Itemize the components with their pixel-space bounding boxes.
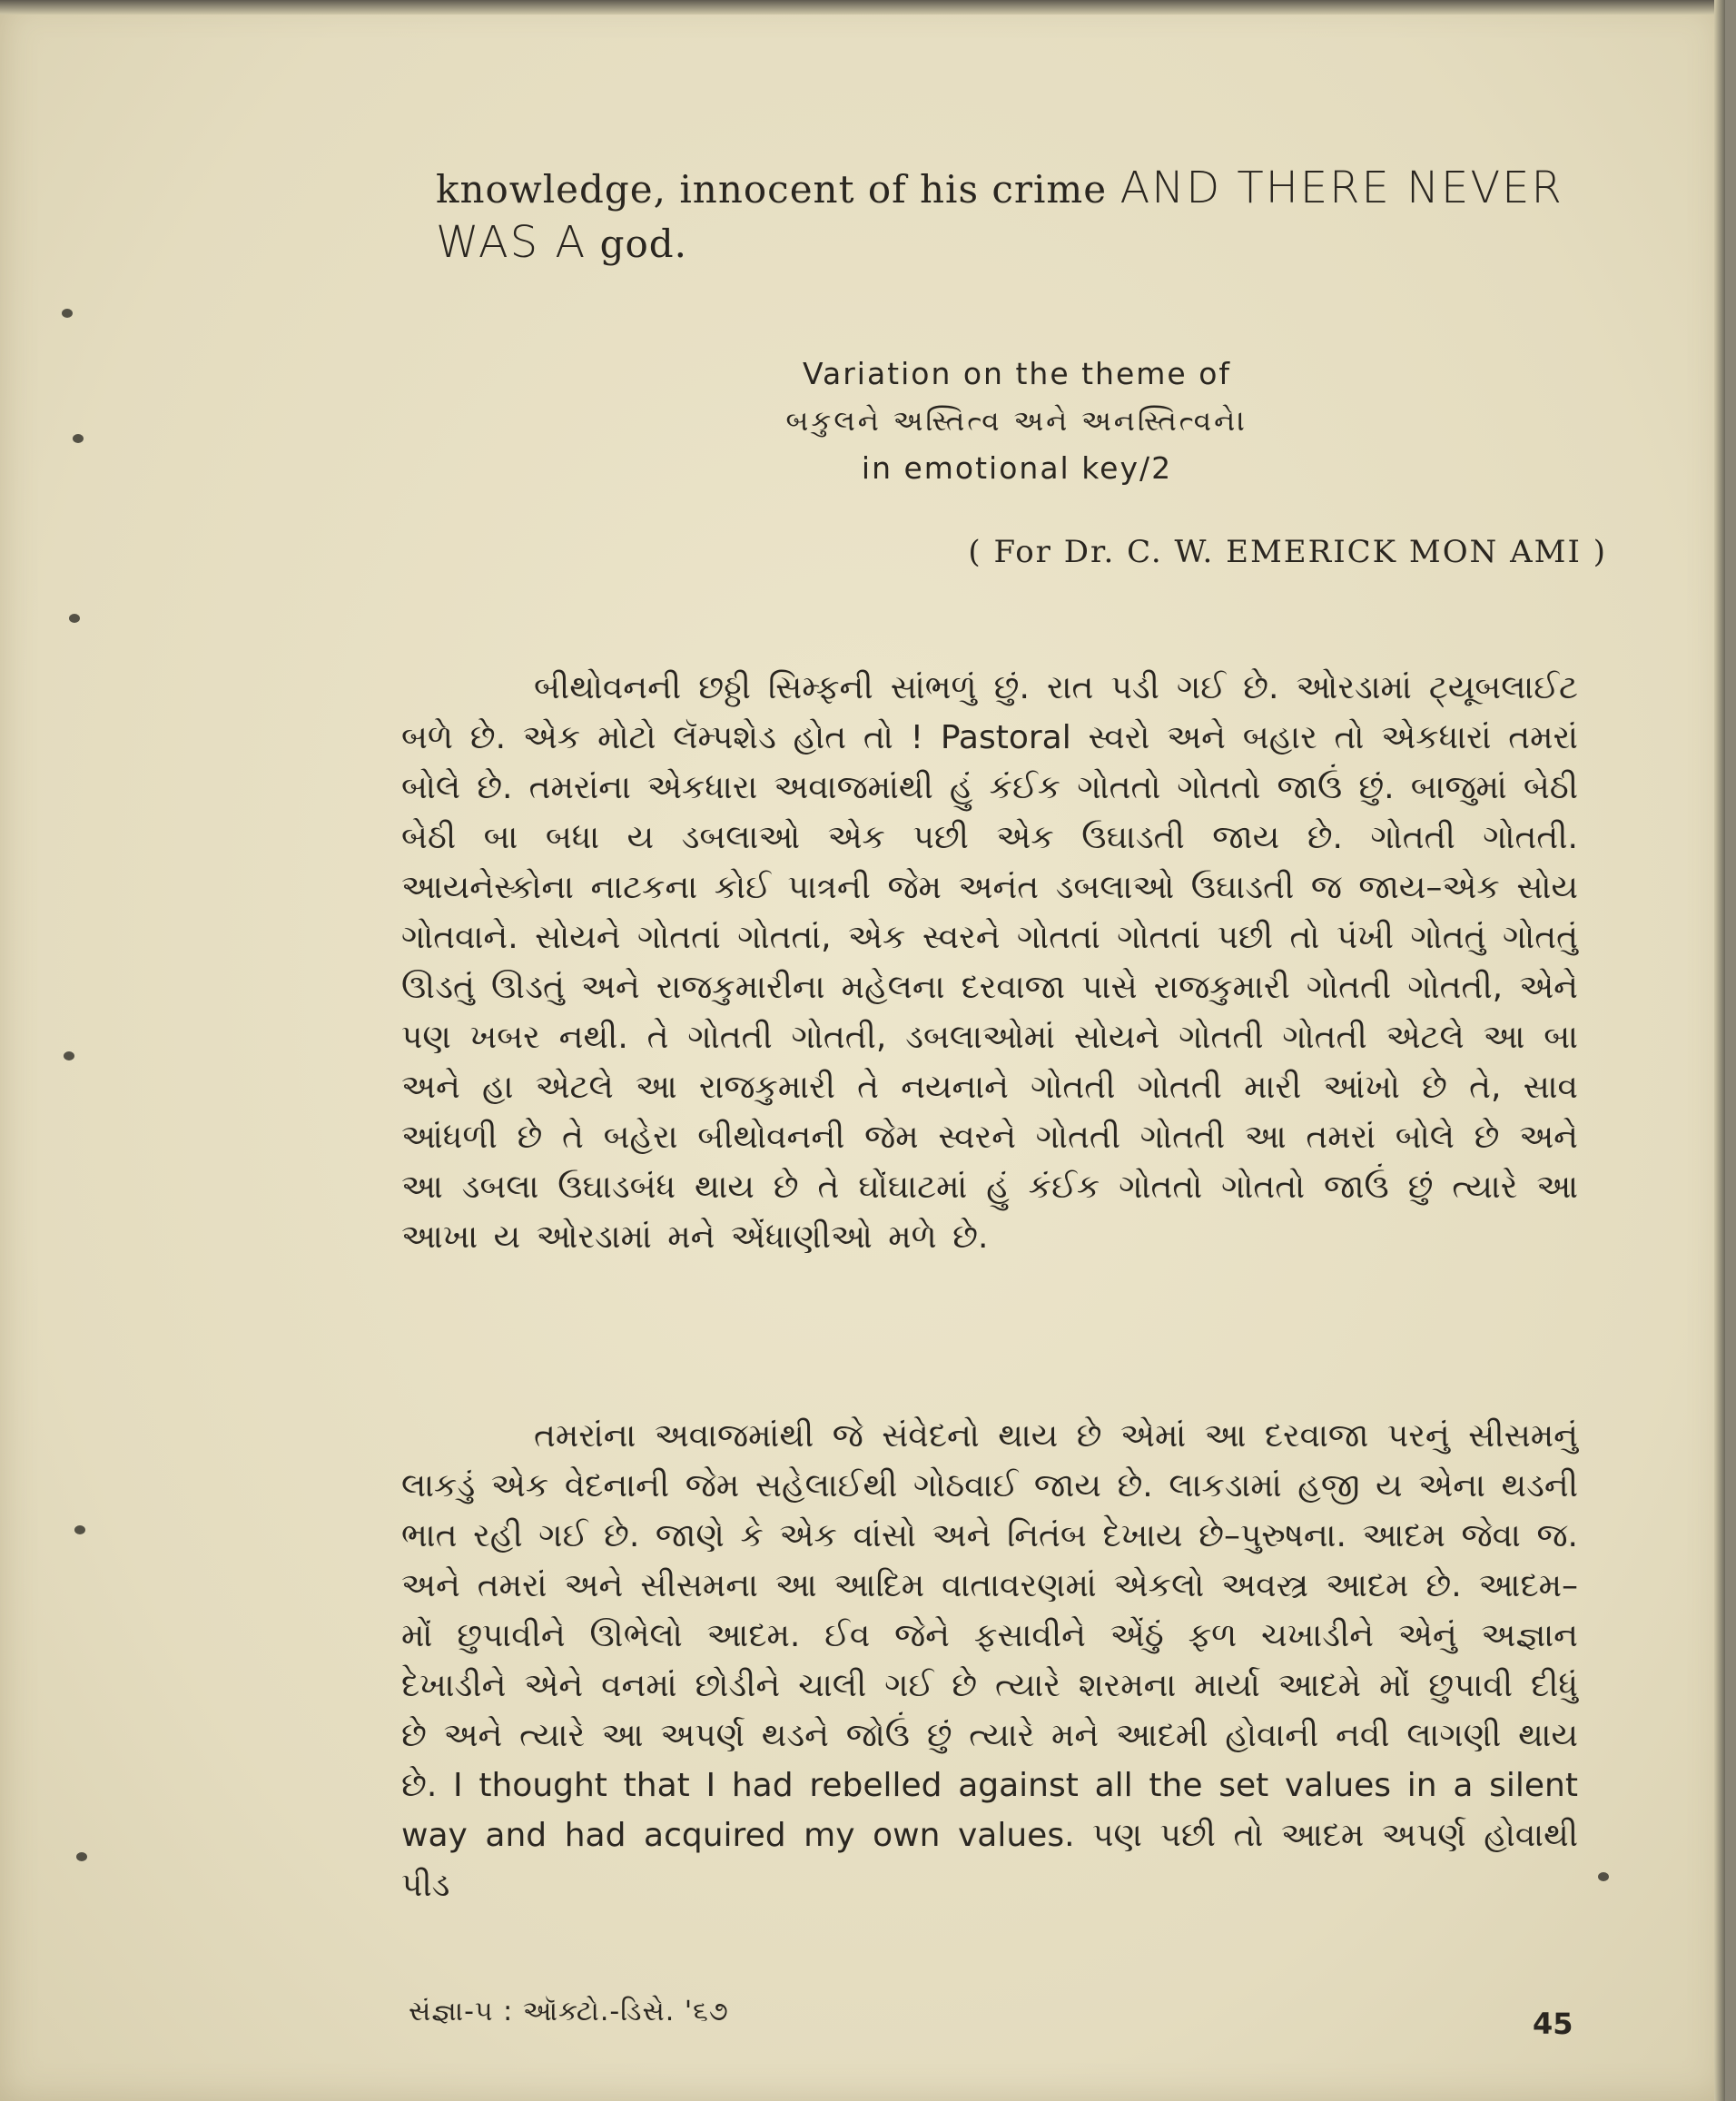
- opening-line-2-lower: god.: [599, 222, 688, 266]
- opening-lines: [436, 162, 1607, 271]
- page-top-edge: [0, 0, 1725, 15]
- punch-mark: [64, 1051, 74, 1060]
- footer-journal-issue: સંજ્ઞા-૫ : ઑક્ટો.-ડિસે. '૬૭: [409, 1996, 729, 2027]
- opening-line-2-caps: WAS A: [436, 217, 587, 268]
- punch-mark: [73, 434, 84, 443]
- opening-line-1-lower: knowledge, innocent of his crime: [436, 167, 1108, 212]
- dedication: ( For Dr. C. W. EMERICK MON AMI ): [968, 534, 1607, 570]
- opening-line-1-caps: AND THERE NEVER: [1120, 163, 1563, 213]
- punch-mark: [74, 1525, 85, 1534]
- paragraph-2: તમરાંના અવાજમાંથી જે સંવેદનો થાય છે એમાં આ દરવાજા પરનું સીસમનું લાકડું એક વેદનાની જેમ સહેલાઈથી ગોઠવાઈ જાય છે. લાકડામાં હજી ય એના થડની ભાત રહી ગઈ છે. જાણે કે એક વાંસો અને નિતંબ દેખાય છે–પુરુષના. આદમ જેવા જ. અને તમરાં અને સીસમના આ આદિમ વાતાવરણમાં એકલો અવસ્ત્ર આદમ છે. આદમ–મોં છુપાવીને ઊભેલો આદમ. ઈવ જેને ફસાવીને એંઠું ફળ ચખાડીને એનું અજ્ઞાન દેખાડીને એને વનમાં છોડીને ચાલી ગઈ છે ત્યારે શરમના માર્યા આદમે મોં છુપાવી દીધું છે અને ત્યારે આ અપર્ણ થડને જોઉં છું ત્યારે મને આદમી હોવાની નવી લાગણી થાય છે. I thought that I had rebelled against all the set values in a silent way and had acquired my own values. પણ પછી તો આદમ અપર્ણ હોવાથી પીડ: [401, 1417, 1578, 1904]
- punch-mark: [1598, 1872, 1609, 1881]
- punch-mark: [69, 614, 80, 623]
- punch-mark: [62, 309, 73, 318]
- variation-heading: [699, 350, 1335, 492]
- page-number: 45: [1533, 2007, 1573, 2041]
- opening-line-2: [436, 216, 1607, 271]
- variation-line-2: બકુલને અસ્તિત્વ અને અનસ્તિત્વને।: [785, 405, 1248, 438]
- variation-line-1: Variation on the theme of: [802, 356, 1232, 391]
- punch-mark: [76, 1852, 87, 1861]
- paragraph-1: બીથોવનની છઠ્ઠી સિમ્ફની સાંભળું છું. રાત પડી ગઈ છે. ઓરડામાં ટ્યૂબલાઈટ બળે છે. એક મોટો લૅમ્પશેડ હોત તો ! Pastoral સ્વરો અને બહાર તો એકધારાં તમરાં બોલે છે. તમરાંના એકધારા અવાજમાંથી હું કંઈક ગોતતો ગોતતો જાઉં છું. બાજુમાં બેઠી બેઠી બા બધા ય ડબલાઓ એક પછી એક ઉઘાડતી જાય છે. ગોતતી ગોતતી. આયનેસ્કોના નાટકના કોઈ પાત્રની જેમ અનંત ડબલાઓ ઉઘાડતી જ જાય–એક સોય ગોતવાને. સોયને ગોતતાં ગોતતાં, એક સ્વરને ગોતતાં ગોતતાં પછી તો પંખી ગોતતું ગોતતું ઊડતું ઊડતું અને રાજકુમારીના મહેલના દરવાજા પાસે રાજકુમારી ગોતતી ગોતતી, એને પણ ખબર નથી. તે ગોતતી ગોતતી, ડબલાઓમાં સોયને ગોતતી ગોતતી એટલે આ બા અને હા એટલે આ રાજકુમારી તે નયનાને ગોતતી ગોતતી મારી આંખો છે તે, સાવ આંધળી છે તે બહેરા બીથોવનની જેમ સ્વરને ગોતતી ગોતતી આ તમરાં બોલે છે અને આ ડબલા ઉઘાડબંધ થાય છે તે ઘોંઘાટમાં હું કંઈક ગોતતો ગોતતો જાઉં છું ત્યારે આ આખા ય ઓરડામાં મને એંધાણીઓ મળે છે.: [401, 669, 1578, 1256]
- opening-line-1: [436, 162, 1607, 216]
- variation-line-3: in emotional key/2: [861, 450, 1173, 486]
- page-right-edge: [1714, 0, 1725, 2101]
